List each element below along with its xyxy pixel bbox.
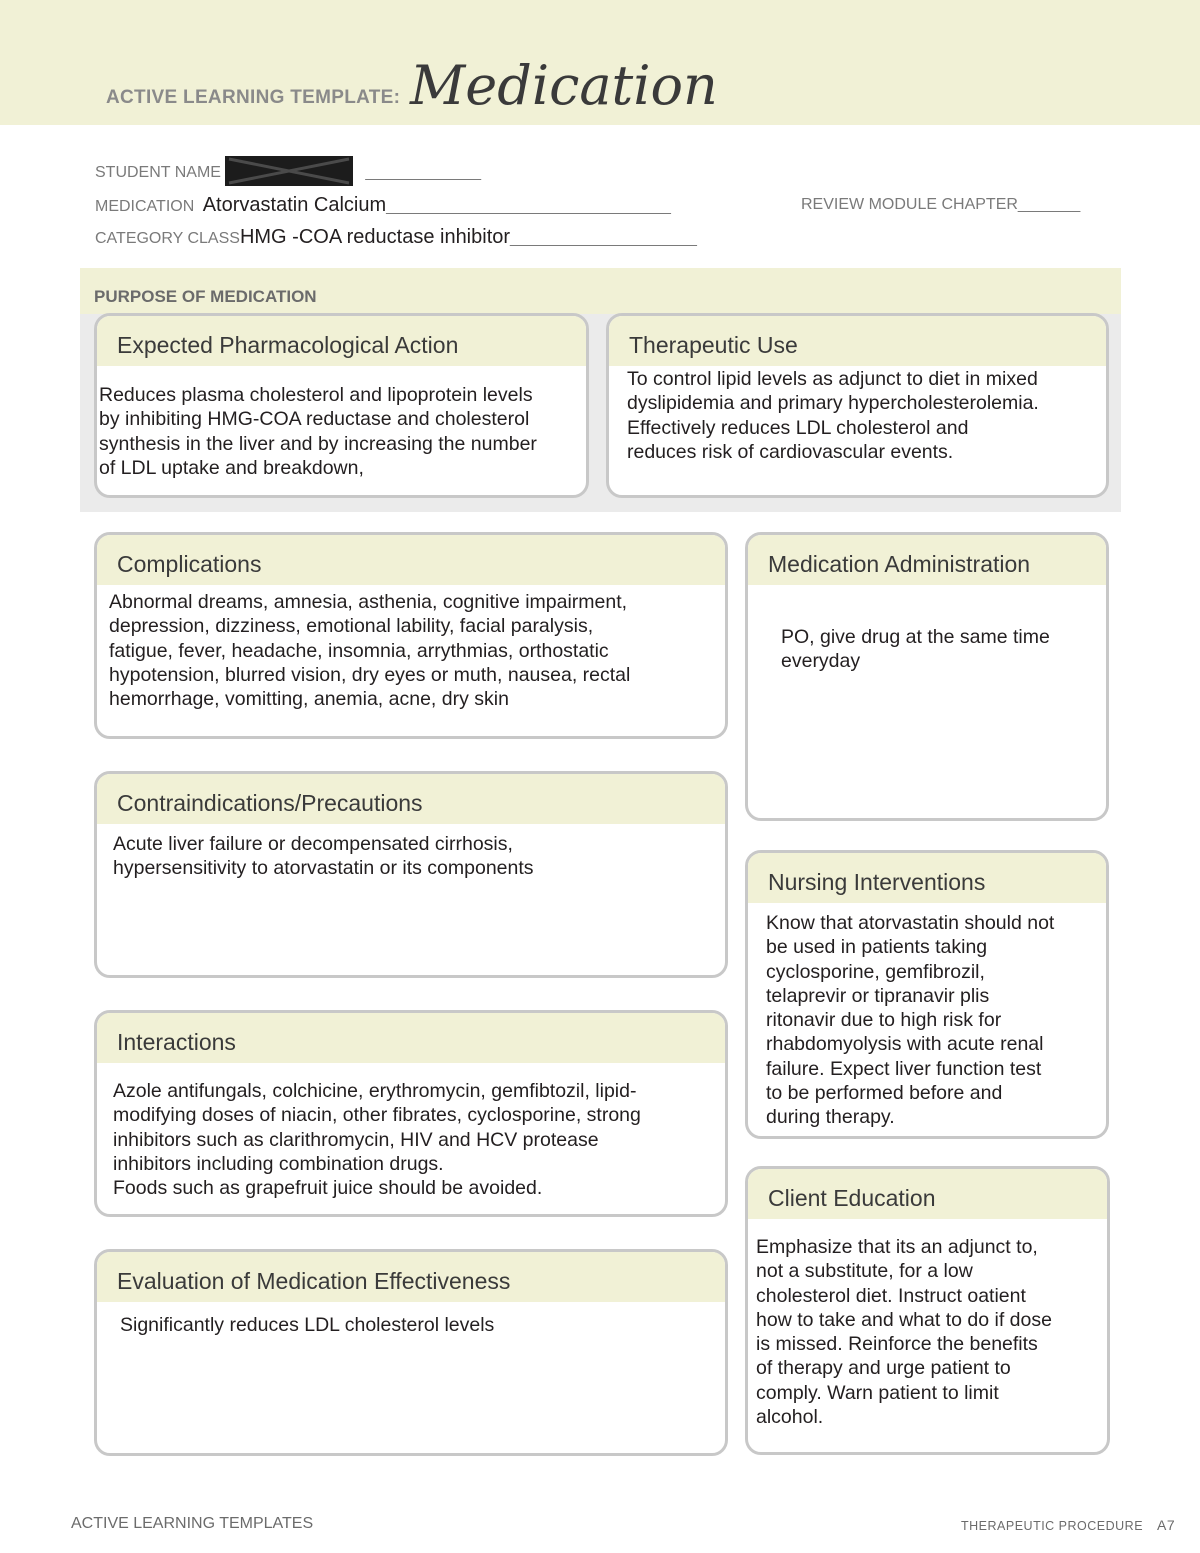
category-class-value: HMG -COA reductase inhibitor (239, 226, 511, 248)
expected-action-text[interactable]: Reduces plasma cholesterol and lipoprotein levels by inhibiting HMG-COA reductase and cholesterol synthesis in the liver and by increasing the number of LDL uptake and breakdown, (99, 384, 537, 479)
category-class-label: CATEGORY CLASS (95, 230, 240, 247)
category-class-field[interactable] (95, 226, 697, 249)
interactions-card (94, 1010, 728, 1217)
complications-heading: Complications (97, 535, 725, 585)
footer-right (961, 1517, 1175, 1533)
student-name-label: STUDENT NAME (95, 164, 221, 181)
client-education-text[interactable]: Emphasize that its an adjunct to, not a substitute, for a low cholesterol diet. Instruct oatient how to take and what to do if dose is missed. Reinforce the benefits of therapy and urge patient to comply. Warn patient to limit alcohol. (756, 1236, 1052, 1429)
template-label: ACTIVE LEARNING TEMPLATE: (106, 87, 401, 108)
nursing-interventions-text[interactable]: Know that atorvastatin should not be used in patients taking cyclosporine, gemfibrozil, telaprevir or tipranavir plis ritonavir due to high risk for rhabdomyolysis with acute renal failure. Expect liver function test to be performed before and during therapy. (766, 912, 1055, 1129)
administration-heading: Medication Administration (748, 535, 1106, 585)
therapeutic-use-text[interactable]: To control lipid levels as adjunct to diet in mixed dyslipidemia and primary hypercholesterolemia. Effectively reduces LDL cholesterol and reduces risk of cardiovascular events. (627, 368, 1039, 463)
evaluation-card (94, 1249, 728, 1456)
evaluation-heading: Evaluation of Medication Effectiveness (97, 1252, 725, 1302)
expected-action-heading: Expected Pharmacological Action (97, 316, 586, 366)
redaction-x-icon (225, 156, 353, 186)
therapeutic-use-card (606, 313, 1109, 498)
interactions-text[interactable]: Azole antifungals, colchicine, erythromycin, gemfibtozil, lipid- modifying doses of niacin, other fibrates, cyclosporine, strong inhibitors such as clarithromycin, HIV and HCV protease inhibitors including combination drugs. Foods such as grapefruit juice should be avoided. (113, 1080, 641, 1200)
contraindications-text[interactable]: Acute liver failure or decompensated cirrhosis, hypersensitivity to atorvastatin or its components (113, 833, 534, 880)
contraindications-heading: Contraindications/Precautions (97, 774, 725, 824)
footer-section-label: THERAPEUTIC PROCEDURE (961, 1519, 1144, 1533)
footer-left: ACTIVE LEARNING TEMPLATES (71, 1515, 314, 1532)
nursing-interventions-heading: Nursing Interventions (748, 853, 1106, 903)
student-name-line: _____________ (365, 164, 482, 181)
evaluation-text[interactable]: Significantly reduces LDL cholesterol levels (120, 1314, 495, 1336)
therapeutic-use-heading: Therapeutic Use (609, 316, 1106, 366)
redaction-box (225, 156, 353, 186)
complications-card (94, 532, 728, 739)
header-band (0, 0, 1200, 125)
category-class-line: _____________________ (510, 230, 697, 247)
page-number: A7 (1157, 1517, 1176, 1533)
purpose-title: PURPOSE OF MEDICATION (94, 287, 317, 306)
medication-line: ________________________________ (386, 198, 671, 215)
medication-value: Atorvastatin Calcium (202, 194, 387, 216)
administration-text[interactable]: PO, give drug at the same time everyday (781, 626, 1050, 673)
page-title: Medication (410, 54, 718, 117)
medication-field[interactable] (95, 194, 671, 217)
review-module-line: _______ (1017, 196, 1081, 213)
contraindications-card (94, 771, 728, 978)
review-module-field[interactable] (801, 196, 1080, 214)
nursing-interventions-card (745, 850, 1109, 1139)
administration-card (745, 532, 1109, 821)
medication-label: MEDICATION (95, 198, 195, 215)
review-module-label: REVIEW MODULE CHAPTER (801, 196, 1018, 213)
complications-text[interactable]: Abnormal dreams, amnesia, asthenia, cognitive impairment, depression, dizziness, emotional lability, facial paralysis, fatigue, fever, headache, insomnia, arrythmias, orthostatic hypotension, blurred vision, dry eyes or muth, nausea, rectal hemorrhage, vomitting, anemia, acne, dry skin (109, 591, 631, 711)
expected-action-card (94, 313, 589, 498)
client-education-heading: Client Education (748, 1169, 1107, 1219)
interactions-heading: Interactions (97, 1013, 725, 1063)
client-education-card (745, 1166, 1110, 1455)
